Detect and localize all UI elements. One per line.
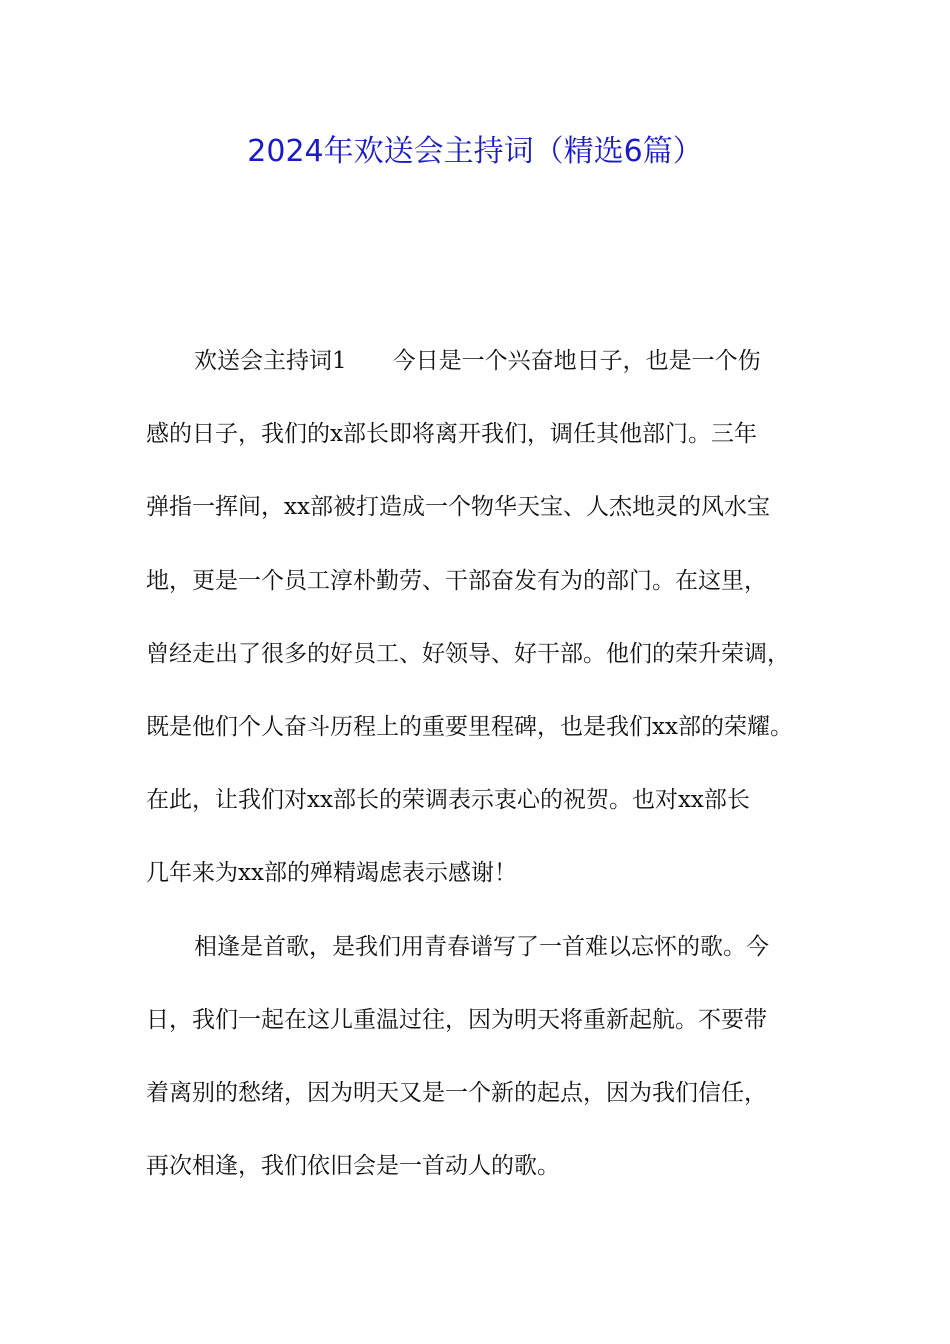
text-line: 日，我们一起在这儿重温过往，因为明天将重新起航。不要带	[146, 1006, 767, 1033]
text-line: 欢送会主持词1 今日是一个兴奋地日子，也是一个伤	[194, 348, 761, 374]
text-line: 弹指一挥间，xx部被打造成一个物华天宝、人杰地灵的风水宝	[146, 494, 770, 521]
text-line: 再次相逢，我们依旧会是一首动人的歌。	[146, 1153, 560, 1180]
paragraph-1	[146, 337, 826, 923]
text-line: 在此，让我们对xx部长的荣调表示衷心的祝贺。也对xx部长	[146, 787, 750, 814]
text-line: 既是他们个人奋斗历程上的重要里程碑，也是我们xx部的荣耀。	[146, 713, 793, 740]
text-line: 地，更是一个员工淳朴勤劳、干部奋发有为的部门。在这里，	[146, 567, 767, 594]
document-title: 2024年欢送会主持词（精选6篇）	[247, 134, 703, 169]
paragraph-2	[146, 923, 826, 1216]
text-line: 感的日子，我们的x部长即将离开我们，调任其他部门。三年	[146, 421, 757, 448]
text-line: 着离别的愁绪，因为明天又是一个新的起点，因为我们信任，	[146, 1079, 767, 1106]
document-body	[146, 337, 826, 1215]
text-line: 几年来为xx部的殚精竭虑表示感谢！	[146, 860, 517, 887]
text-line: 曾经走出了很多的好员工、好领导、好干部。他们的荣升荣调，	[146, 640, 790, 667]
text-line: 相逢是首歌，是我们用青春谱写了一首难以忘怀的歌。今	[194, 933, 769, 960]
